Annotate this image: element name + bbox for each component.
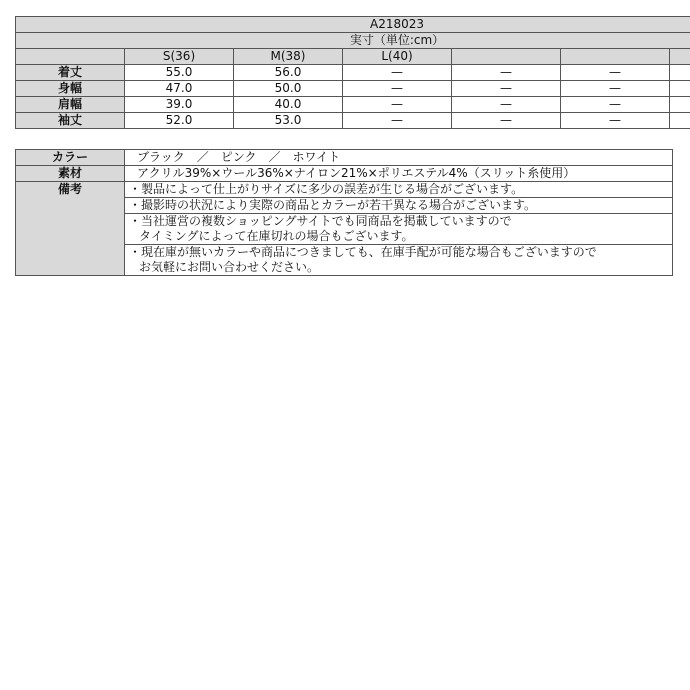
empty-cell (670, 65, 690, 81)
table-row (16, 65, 690, 81)
material-label: 素材 (16, 166, 125, 182)
measurement-cell: — (561, 113, 670, 129)
size-column-header (452, 49, 561, 65)
measurement-cell: — (343, 113, 452, 129)
note-item (125, 245, 673, 276)
note-item (125, 182, 673, 198)
spec-table (15, 149, 673, 276)
unit-label: 実寸（単位:cm） (16, 33, 690, 49)
color-label: カラー (16, 150, 125, 166)
table-row (16, 113, 690, 129)
note-line: タイミングによって在庫切れの場合もございます。 (139, 229, 414, 243)
measurement-cell: — (561, 81, 670, 97)
note-line: お気軽にお問い合わせください。 (139, 260, 320, 274)
material-row (16, 166, 673, 182)
table-row (16, 97, 690, 113)
measurement-cell: — (561, 97, 670, 113)
size-column-header: L(40) (343, 49, 452, 65)
size-column-header: M(38) (234, 49, 343, 65)
empty-cell (670, 81, 690, 97)
row-label: 身幅 (16, 81, 125, 97)
measurement-cell: 50.0 (234, 81, 343, 97)
note-line: ・現在庫が無いカラーや商品につきましても、在庫手配が可能な場合もございますので (129, 245, 597, 259)
row-label: 着丈 (16, 65, 125, 81)
measurement-cell: 47.0 (125, 81, 234, 97)
row-label: 肩幅 (16, 97, 125, 113)
measurement-cell: — (343, 65, 452, 81)
measurement-cell: 55.0 (125, 65, 234, 81)
material-value: アクリル39%×ウール36%×ナイロン21%×ポリエステル4%（スリット糸使用） (125, 166, 673, 182)
note-line: ・撮影時の状況により実際の商品とカラーが若干異なる場合がございます。 (129, 198, 537, 212)
size-column-header (561, 49, 670, 65)
note-item (125, 198, 673, 214)
measurement-cell: 40.0 (234, 97, 343, 113)
product-code: A218023 (16, 17, 690, 33)
measurement-cell: — (452, 65, 561, 81)
measurement-cell: — (343, 81, 452, 97)
note-line: ・当社運営の複数ショッピングサイトでも同商品を掲載していますので (129, 214, 512, 228)
measurement-cell: 39.0 (125, 97, 234, 113)
note-item (125, 214, 673, 245)
measurement-cell: 53.0 (234, 113, 343, 129)
size-column-header (670, 49, 690, 65)
notes-label: 備考 (16, 182, 125, 276)
measurement-cell: 56.0 (234, 65, 343, 81)
note-line: ・製品によって仕上がりサイズに多少の誤差が生じる場合がございます。 (129, 182, 524, 196)
empty-cell (670, 113, 690, 129)
color-row (16, 150, 673, 166)
size-header-row (16, 49, 690, 65)
color-value: ブラック ／ ピンク ／ ホワイト (125, 150, 673, 166)
measurement-cell: — (452, 113, 561, 129)
size-column-header: S(36) (125, 49, 234, 65)
note-row (16, 182, 673, 198)
corner-cell (16, 49, 125, 65)
measurement-cell: 52.0 (125, 113, 234, 129)
empty-cell (670, 97, 690, 113)
measurement-cell: — (452, 97, 561, 113)
measurement-cell: — (561, 65, 670, 81)
measurement-cell: — (343, 97, 452, 113)
measurement-cell: — (452, 81, 561, 97)
table-row (16, 81, 690, 97)
row-label: 袖丈 (16, 113, 125, 129)
size-table (15, 16, 690, 129)
